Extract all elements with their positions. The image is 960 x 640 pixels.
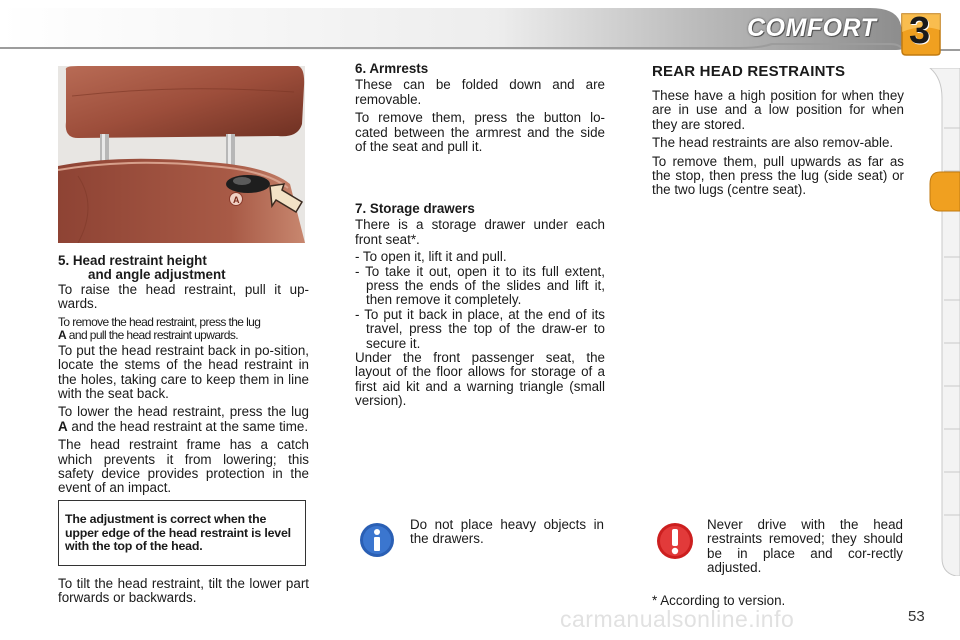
frame-paragraph: The head restraint frame has a catch which prevents it from lowering; this safety device provides protection in the event of an impact.	[58, 437, 309, 496]
adjustment-note-box: The adjustment is correct when the upper edge of the head restraint is level with the top of the head.	[58, 500, 306, 566]
section-5-title	[58, 254, 308, 282]
column3-body	[652, 89, 904, 202]
storage-item-take-out: - To take it out, open it to its full extent, press the ends of the slides and lift it, then remove it completely.	[355, 263, 605, 308]
storage-paragraph-1: There is a storage drawer under each front seat*.	[355, 217, 605, 247]
remove-paragraph	[58, 316, 309, 342]
chapter-tab-bar	[926, 68, 960, 576]
section-7-title: 7. Storage drawers	[355, 201, 475, 216]
storage-paragraph-2: Under the front passenger seat, the layout of the floor allows for storage of a first aid kit and a warning triangle (small version).	[355, 350, 605, 409]
section-5-title-line1: 5. Head restraint height	[58, 253, 207, 268]
lower-start: To lower the head restraint, press the lug	[58, 404, 309, 420]
chapter-number-badge	[896, 12, 944, 56]
column1-body	[58, 283, 309, 500]
chapter-number: 3	[909, 10, 931, 52]
page-number: 53	[908, 608, 925, 625]
storage-item-put-back: - To put it back in place, at the end of its travel, press the top of the draw-er to secure it.	[355, 306, 605, 351]
warning-icon	[656, 522, 694, 560]
rear-paragraph-1: These have a high position for when they are in use and a low position for when they are stored.	[652, 88, 904, 132]
armrests-paragraph-1: These can be folded down and are removable.	[355, 77, 605, 107]
watermark: carmanualsonline.info	[560, 606, 795, 632]
lug-a-label: A	[233, 195, 240, 205]
lower-lug-label: A	[58, 418, 68, 434]
section-6-title: 6. Armrests	[355, 61, 429, 76]
remove-lug-label: A	[58, 327, 67, 342]
info-note-text: Do not place heavy objects in the drawers.	[410, 517, 604, 547]
rear-head-restraints-title: REAR HEAD RESTRAINTS	[652, 63, 846, 80]
section-6	[355, 62, 605, 158]
remove-line2: and pull the head restraint upwards.	[66, 327, 238, 342]
raise-paragraph: To raise the head restraint, pull it up-wards.	[58, 282, 309, 312]
section-5-title-line2: and angle adjustment	[88, 267, 226, 282]
armrests-paragraph-2: To remove them, press the button lo-cated between the armrest and the side of the seat and pull it.	[355, 110, 605, 155]
chapter-title: COMFORT	[747, 14, 877, 42]
lower-end: and the head restraint at the same time.	[67, 418, 309, 434]
warning-note-text: Never drive with the head restraints removed; they should be in place and cor-rectly adjusted.	[707, 517, 903, 576]
remove-line1: To remove the head restraint, press the lug	[58, 314, 261, 329]
rear-paragraph-2: The head restraints are also remov-able.	[652, 135, 894, 151]
lower-paragraph	[58, 405, 309, 434]
tilt-paragraph: To tilt the head restraint, tilt the lower part forwards or backwards.	[58, 576, 309, 606]
footnote: * According to version.	[652, 593, 786, 608]
head-restraint-photo	[58, 66, 305, 243]
info-icon	[359, 522, 395, 558]
storage-item-open: - To open it, lift it and pull.	[355, 249, 507, 265]
put-back-paragraph: To put the head restraint back in po-sition, locate the stems of the head restraint in the holes, taking care to keep them in line with the seat back.	[58, 342, 309, 402]
rear-paragraph-3: To remove them, pull upwards as far as the stop, then press the lug (side seat) or the two lugs (centre seat).	[652, 153, 904, 198]
section-7	[355, 202, 605, 412]
